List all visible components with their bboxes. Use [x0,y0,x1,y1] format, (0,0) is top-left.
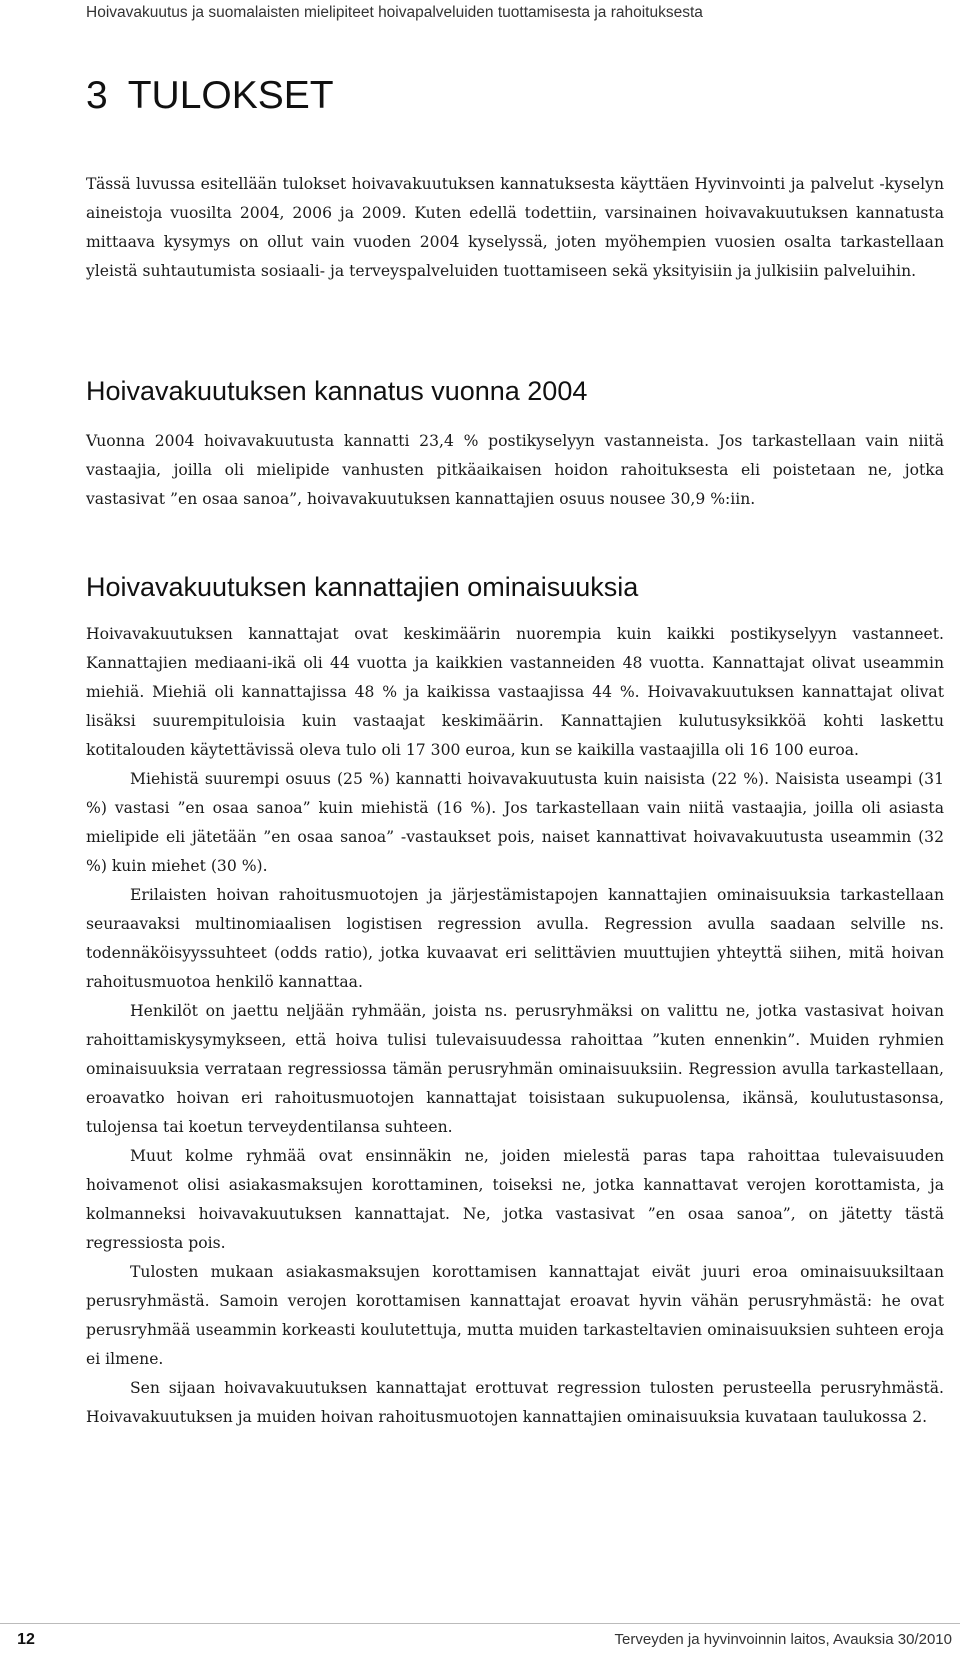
section-heading-kannatus: Hoivavakuutuksen kannatus vuonna 2004 [86,376,588,406]
paragraph: Vuonna 2004 hoivavakuutusta kannatti 23,4 % postikyselyyn vastanneista. Jos tarkastellaan vain niitä vastaajia, joilla oli mielipide vanhusten pitkäaikaisen hoidon rahoituksesta eli poistetaan ne, jotka vastasivat ”en osaa sanoa”, hoivavakuutuksen kannattajien osuus nousee 30,9 %:iin. [86,432,944,508]
paragraph: Tulosten mukaan asiakasmaksujen korottamisen kannattajat eivät juuri eroa ominaisuuksiltaan perusryhmästä. Samoin verojen korottamisen kannattajat eroavat hyvin vähän perusryhmästä: he ovat perusryhmää useammin korkeasti koulutettuja, mutta muiden tarkasteltavien ominaisuuksien suhteen eroja ei ilmene. [86,1263,944,1368]
section-ominaisuuksia-text [86,620,944,1432]
chapter-title-text: TULOKSET [127,74,334,117]
chapter-number: 3 [86,74,108,117]
intro-paragraph: Tässä luvussa esitellään tulokset hoivavakuutuksen kannatuksesta käyttäen Hyvinvointi ja palvelut -kyselyn aineistoja vuosilta 2004, 2006 ja 2009. Kuten edellä todettiin, varsinainen hoivavakuutuksen kannatusta mittaava kysymys on ollut vain vuoden 2004 kyselyssä, joten myöhempien vuosien osalta tarkastellaan yleistä suhtautumista sosiaali- ja terveyspalveluiden tuottamiseen sekä yksityisiin ja julkisiin palveluihin. [86,175,944,280]
section-kannatus-text [86,427,944,514]
chapter-title [86,72,334,120]
footer-divider [0,1623,960,1624]
intro-text [86,170,944,286]
paragraph: Hoivavakuutuksen kannattajat ovat keskimäärin nuorempia kuin kaikki postikyselyyn vastanneet. Kannattajien mediaani-ikä oli 44 vuotta ja kaikkien vastanneiden 48 vuotta. Kannattajat olivat useammin miehiä. Miehiä oli kannattajissa 48 % ja kaikissa vastaajissa 44 %. Hoivavakuutuksen kannattajat olivat lisäksi suurempituloisia kuin vastaajat keskimäärin. Kannattajien kulutusyksikköä kohti laskettu kotitalouden käytettävissä oleva tulo oli 17 300 euroa, kun se kaikilla vastaajilla oli 16 100 euroa. [86,625,944,759]
paragraph: Henkilöt on jaettu neljään ryhmään, joista ns. perusryhmäksi on valittu ne, jotka vastasivat hoivan rahoittamiskysymykseen, että hoiva tulisi tulevaisuudessa rahoittaa ”kuten ennenkin”. Muiden ryhmien ominaisuuksia verrataan regressiossa tämän perusryhmän ominaisuuksiin. Regression avulla tarkastellaan, eroavatko hoivan eri rahoitusmuotojen kannattajat toisistaan sukupuolensa, ikänsä, koulutustasonsa, tulojensa tai koetun terveydentilansa suhteen. [86,1002,944,1136]
paragraph: Miehistä suurempi osuus (25 %) kannatti hoivavakuutusta kuin naisista (22 %). Naisista useampi (31 %) vastasi ”en osaa sanoa” kuin miehistä (16 %). Jos tarkastellaan vain niitä vastaajia, joilla oli asiasta mielipide eli jätetään ”en osaa sanoa” -vastaukset pois, naiset kannattivat hoivavakuutusta useammin (32 %) kuin miehet (30 %). [86,770,944,875]
paragraph: Erilaisten hoivan rahoitusmuotojen ja järjestämistapojen kannattajien ominaisuuksia tarkastellaan seuraavaksi multinomiaalisen logistisen regression avulla. Regression avulla saadaan selville ns. todennäköisyyssuhteet (odds ratio), jotka kuvaavat eri selittävien muuttujien yhteyttä siihen, mitä hoivan rahoitusmuotoa henkilö kannattaa. [86,886,944,991]
page-number: 12 [17,1631,35,1648]
paragraph: Sen sijaan hoivavakuutuksen kannattajat erottuvat regression tulosten perusteella perusryhmästä. Hoivavakuutuksen ja muiden hoivan rahoitusmuotojen kannattajien ominaisuuksia kuvataan taulukossa 2. [86,1379,944,1426]
paragraph: Muut kolme ryhmää ovat ensinnäkin ne, joiden mielestä paras tapa rahoittaa tulevaisuuden hoivamenot olisi asiakasmaksujen korottaminen, toiseksi ne, jotka kannattavat verojen korottamista, ja kolmanneksi hoivavakuutuksen kannattajat. Ne, jotka vastasivat ”en osaa sanoa”, on jätetty tästä regressiosta pois. [86,1147,944,1252]
running-header: Hoivavakuutus ja suomalaisten mielipiteet hoivapalveluiden tuottamisesta ja rahoituksesta [86,4,703,21]
footer-publisher: Terveyden ja hyvinvoinnin laitos, Avauksia 30/2010 [614,1631,952,1648]
section-heading-ominaisuuksia: Hoivavakuutuksen kannattajien ominaisuuksia [86,572,639,602]
